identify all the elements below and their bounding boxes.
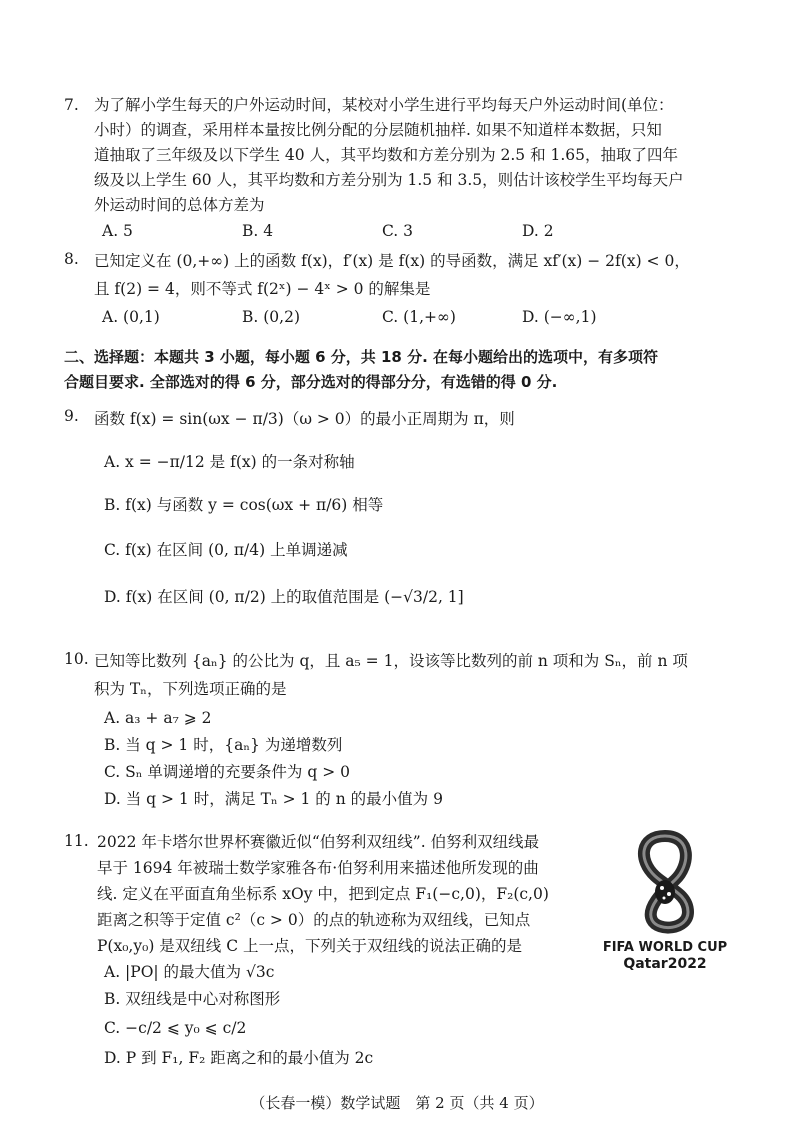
question-text-line: 积为 Tₙ，下列选项正确的是 [94, 680, 287, 698]
option-c: C. Sₙ 单调递增的充要条件为 q > 0 [104, 763, 350, 781]
logo-subtitle: Qatar2022 [623, 956, 707, 972]
option-c: C. 3 [382, 222, 414, 240]
option-a: A. 5 [102, 222, 133, 240]
world-cup-emblem [600, 828, 730, 978]
question-number: 9. [64, 407, 79, 425]
option-d: D. 当 q > 1 时，满足 Tₙ > 1 的 n 的最小值为 9 [104, 790, 443, 808]
option-b: B. f(x) 与函数 y = cos(ωx + π/6) 相等 [104, 496, 384, 514]
question-text-line: 已知定义在 (0,+∞) 上的函数 f(x)，f′(x) 是 f(x) 的导函数，满足 xf′(x) − 2f(x) < 0， [94, 252, 690, 270]
question-8 [64, 247, 734, 330]
option-a: A. x = −π/12 是 f(x) 的一条对称轴 [104, 453, 355, 471]
question-number: 11. [64, 832, 89, 850]
question-text-line: 线. 定义在平面直角坐标系 xOy 中，把到定点 F₁(−c,0)，F₂(c,0) [97, 885, 549, 903]
option-b: B. (0,2) [242, 308, 300, 326]
option-c: C. −c/2 ⩽ y₀ ⩽ c/2 [104, 1019, 247, 1037]
page-footer: （长春一模）数学试题 第 2 页（共 4 页） [250, 1094, 544, 1112]
question-7 [64, 93, 734, 244]
option-a: A. |PO| 的最大值为 √3c [104, 963, 275, 981]
question-number: 10. [64, 650, 89, 668]
question-10 [64, 647, 734, 813]
question-stem: 函数 f(x) = sin(ωx − π/3)（ω > 0）的最小正周期为 π，则 [94, 410, 515, 428]
option-a: A. a₃ + a₇ ⩾ 2 [104, 709, 212, 727]
lemniscate-trophy-icon [600, 828, 730, 936]
option-a: A. (0,1) [102, 308, 160, 326]
question-text-line: 2022 年卡塔尔世界杯赛徽近似“伯努利双纽线”. 伯努利双纽线最 [97, 833, 540, 851]
question-9 [64, 404, 734, 610]
question-text-line: 早于 1694 年被瑞士数学家雅各布·伯努利用来描述他所发现的曲 [97, 859, 539, 877]
option-d: D. P 到 F₁, F₂ 距离之和的最小值为 2c [104, 1049, 374, 1067]
logo-title: FIFA WORLD CUP [602, 940, 728, 955]
question-text-line: 已知等比数列 {aₙ} 的公比为 q，且 a₅ = 1，设该等比数列的前 n 项和为 Sₙ，前 n 项 [94, 652, 688, 670]
section-header [64, 345, 744, 395]
question-text-line: P(x₀,y₀) 是双纽线 C 上一点，下列关于双纽线的说法正确的是 [97, 937, 523, 955]
question-text-line: 且 f(2) = 4，则不等式 f(2ˣ) − 4ˣ > 0 的解集是 [94, 280, 431, 298]
question-number: 8. [64, 250, 79, 268]
question-text-line: 外运动时间的总体方差为 [94, 196, 265, 214]
option-d: D. (−∞,1) [522, 308, 597, 326]
question-text-line: 小时）的调查，采用样本量按比例分配的分层随机抽样. 如果不知道样本数据，只知 [94, 121, 662, 139]
section-instructions-line: 合题目要求. 全部选对的得 6 分，部分选对的得部分分，有选错的得 0 分. [64, 373, 558, 391]
question-11 [64, 829, 604, 1073]
section-instructions-line: 二、选择题：本题共 3 小题，每小题 6 分，共 18 分. 在每小题给出的选项中，有多项符 [64, 348, 659, 366]
question-number: 7. [64, 96, 79, 114]
question-text-line: 为了解小学生每天的户外运动时间，某校对小学生进行平均每天户外运动时间(单位： [94, 96, 674, 114]
option-b: B. 4 [242, 222, 274, 240]
question-text-line: 道抽取了三年级及以下学生 40 人，其平均数和方差分别为 2.5 和 1.65，抽取了四年 [94, 146, 679, 164]
option-c: C. f(x) 在区间 (0, π/4) 上单调递减 [104, 541, 348, 559]
option-d: D. f(x) 在区间 (0, π/2) 上的取值范围是 (−√3/2, 1] [104, 588, 464, 606]
question-text-line: 距离之积等于定值 c²（c > 0）的点的轨迹称为双纽线，已知点 [97, 911, 531, 929]
option-d: D. 2 [522, 222, 554, 240]
option-c: C. (1,+∞) [382, 308, 456, 326]
option-b: B. 当 q > 1 时，{aₙ} 为递增数列 [104, 736, 343, 754]
option-b: B. 双纽线是中心对称图形 [104, 990, 281, 1008]
question-text-line: 级及以上学生 60 人，其平均数和方差分别为 1.5 和 3.5，则估计该校学生平均每天户 [94, 171, 684, 189]
